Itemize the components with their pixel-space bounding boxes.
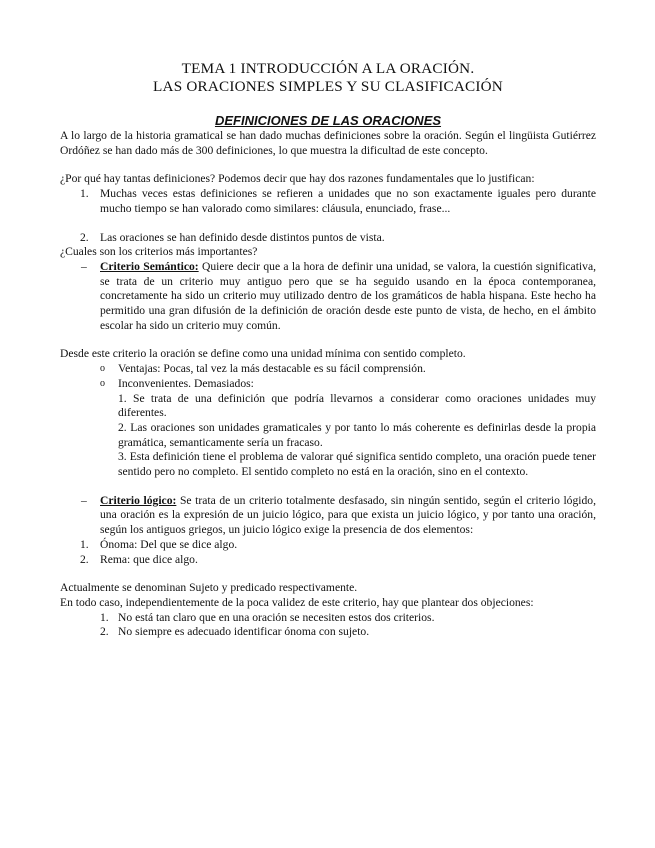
list-item: 2. Las oraciones se han definido desde distintos puntos de vista. xyxy=(80,230,385,244)
list-item: 1. No está tan claro que en una oración se necesiten estos dos criterios. xyxy=(100,610,435,624)
list-item: 2. No siempre es adecuado identificar ónoma con sujeto. xyxy=(100,625,370,639)
list-item: o Ventajas: Pocas, tal vez la más destacable es su fácil comprensión. xyxy=(100,362,426,376)
logic-elements-list xyxy=(60,538,596,567)
list-item: 2. Rema: que dice algo. xyxy=(80,552,198,566)
page-title xyxy=(60,60,596,96)
objeciones-list xyxy=(60,611,596,640)
en-todo-caso-line: En todo caso, independientemente de la poca validez de este criterio, hay que plantear dos objeciones: xyxy=(60,595,534,609)
list-item: 1. Ónoma: Del que se dice algo. xyxy=(80,537,238,551)
reasons-list xyxy=(60,187,596,245)
criteria-list-semantic xyxy=(60,260,596,334)
pros-cons-list xyxy=(60,362,596,391)
criterio-semantico-term: Criterio Semántico: xyxy=(100,259,199,273)
inconvenientes-list xyxy=(60,392,596,480)
actualmente-line: Actualmente se denominan Sujeto y predicado respectivamente. xyxy=(60,581,358,595)
section-heading: DEFINICIONES DE LAS ORACIONES xyxy=(214,113,442,128)
intro-paragraph: A lo largo de la historia gramatical se han dado muchas definiciones sobre la oración. Según el lingüista Gutiérrez Ordóñez se han dado más de 300 definiciones, lo que muestra la dificultad de este concepto. xyxy=(60,129,596,157)
title-line-2: LAS ORACIONES SIMPLES Y SU CLASIFICACIÓN xyxy=(153,78,503,95)
question-criteria: ¿Cuales son los criterios más importantes? xyxy=(60,245,258,259)
list-item: 3. Esta definición tiene el problema de valorar qué significa sentido completo, una oración puede tener sentido pero no completo. El sentido completo no está en la oración, sino en el contexto. xyxy=(118,450,596,479)
list-item: 1. Se trata de una definición que podría llevarnos a considerar como oraciones unidades muy diferentes. xyxy=(118,391,596,420)
criteria-list-logic xyxy=(60,494,596,538)
list-item: 1. Muchas veces estas definiciones se refieren a unidades que no son exactamente iguales pero durante mucho tiempo se han valorado como similares: cláusula, enunciado, frase... xyxy=(80,187,596,215)
list-item: 2. Las oraciones son unidades gramaticales y por tanto lo más coherente es definirlas desde la propia gramática, semanticamente sería un fracaso. xyxy=(118,420,596,449)
criterio-logico: – Criterio lógico: Se trata de un criterio totalmente desfasado, sin ningún sentido, según el criterio lógido, una oración es la expresión de un juicio lógico, para que exista un juicio lógico, y por tanto una oración, según los antiguos griegos, un juicio lógico exige la presencia de dos elementos: xyxy=(81,493,596,537)
criterio-logico-term: Criterio lógico: xyxy=(100,493,177,507)
criterio-semantico: – Criterio Semántico: Quiere decir que a la hora de definir una unidad, se valora, la cuestión significativa, se trata de un criterio muy antiguo pero que se ha seguido usando en la época contemporanea, concretamente ha sido un criterio muy utilizado dentro de los gramáticos de habla hispana. Este hecho ha permitido una gran difusión de la definición de oración desde este punto de vista, de hecho, en el ámbito escolar ha sido un criterio muy común. xyxy=(81,259,596,332)
definition-line: Desde este criterio la oración se define como una unidad mínima con sentido completo. xyxy=(60,347,466,361)
question-why-definitions: ¿Por qué hay tantas definiciones? Podemos decir que hay dos razones fundamentales que lo justifican: xyxy=(60,172,535,186)
title-line-1: TEMA 1 INTRODUCCIÓN A LA ORACIÓN. xyxy=(181,60,475,77)
document-page xyxy=(60,60,596,640)
list-item: o Inconvenientes. Demasiados: xyxy=(100,376,254,390)
